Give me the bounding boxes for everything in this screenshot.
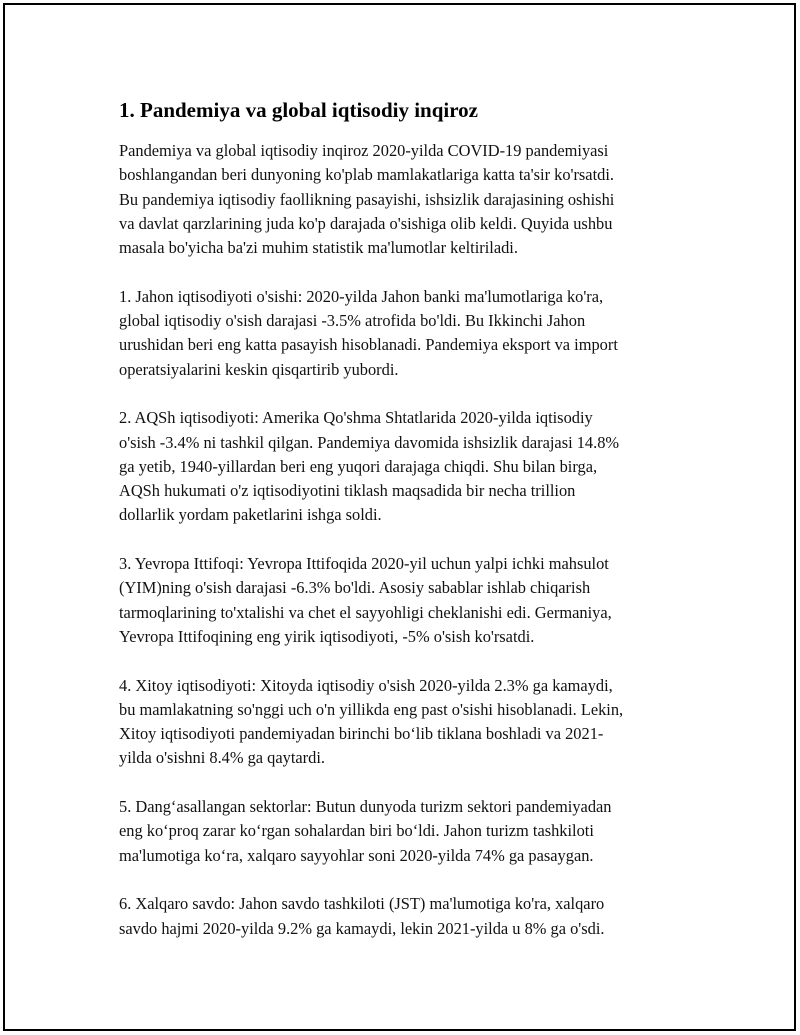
intro-paragraph: Pandemiya va global iqtisodiy inqiroz 2020-yilda COVID-19 pandemiyasi boshlangandan beri dunyoning ko'plab mamlakatlariga katta ta'sir ko'rsatdi. Bu pandemiya iqtisodiy faollikning pasayishi, ishsizlik darajasining oshishi va davlat qarzlarining juda ko'p darajada o'sishiga olib keldi. Quyida ushbu masala bo'yicha ba'zi muhim statistik ma'lumotlar keltiriladi.	[119, 141, 615, 258]
document-content	[119, 95, 709, 965]
international-trade-paragraph: 6. Xalqaro savdo: Jahon savdo tashkiloti (JST) ma'lumotiga ko'ra, xalqaro savdo hajmi 2020-yilda 9.2% ga kamaydi, lekin 2021-yilda u 8% ga o'sdi.	[119, 894, 605, 938]
page-frame	[3, 3, 796, 1031]
china-economy-paragraph: 4. Xitoy iqtisodiyoti: Xitoyda iqtisodiy o'sish 2020-yilda 2.3% ga kamaydi, bu mamlakatning so'nggi uch o'n yillikda eng past o'sishi hisoblanadi. Lekin, Xitoy iqtisodiyoti pandemiyadan birinchi bo‘lib tiklana boshladi va 2021- yilda o'sishni 8.4% ga qaytardi.	[119, 675, 624, 768]
section-heading: 1. Pandemiya va global iqtisodiy inqiroz	[119, 98, 478, 122]
eu-economy-paragraph: 3. Yevropa Ittifoqi: Yevropa Ittifoqida 2020-yil uchun yalpi ichki mahsulot (YIM)ning o'sish darajasi -6.3% bo'ldi. Asosiy sabablar ishlab chiqarish tarmoqlarining to'xtalishi va chet el sayyohligi cheklanishi edi. Germaniya, Yevropa Ittifoqining eng yirik iqtisodiyoti, -5% o'sish ko'rsatdi.	[119, 554, 612, 646]
usa-economy-paragraph: 2. AQSh iqtisodiyoti: Amerika Qo'shma Shtatlarida 2020-yilda iqtisodiy o'sish -3.4% ni tashkil qilgan. Pandemiya davomida ishsizlik darajasi 14.8% ga yetib, 1940-yillardan beri eng yuqori darajaga chiqdi. Shu bilan birga, AQSh hukumati o'z iqtisodiyotini tiklash maqsadida bir necha trillion dollarlik yordam paketlarini ishga soldi.	[119, 408, 620, 525]
affected-sectors-paragraph: 5. Dang‘asallangan sektorlar: Butun dunyoda turizm sektori pandemiyadan eng ko‘proq zarar ko‘rgan sohalardan biri bo‘ldi. Jahon turizm tashkiloti ma'lumotiga ko‘ra, xalqaro sayyohlar soni 2020-yilda 74% ga pasaygan.	[119, 797, 612, 865]
world-economy-paragraph: 1. Jahon iqtisodiyoti o'sishi: 2020-yilda Jahon banki ma'lumotlariga ko'ra, global iqtisodiy o'sish darajasi -3.5% atrofida bo'ldi. Bu Ikkinchi Jahon urushidan beri eng katta pasayish hisoblanadi. Pandemiya eksport va import operatsiyalarini keskin qisqartirib yubordi.	[119, 286, 618, 379]
